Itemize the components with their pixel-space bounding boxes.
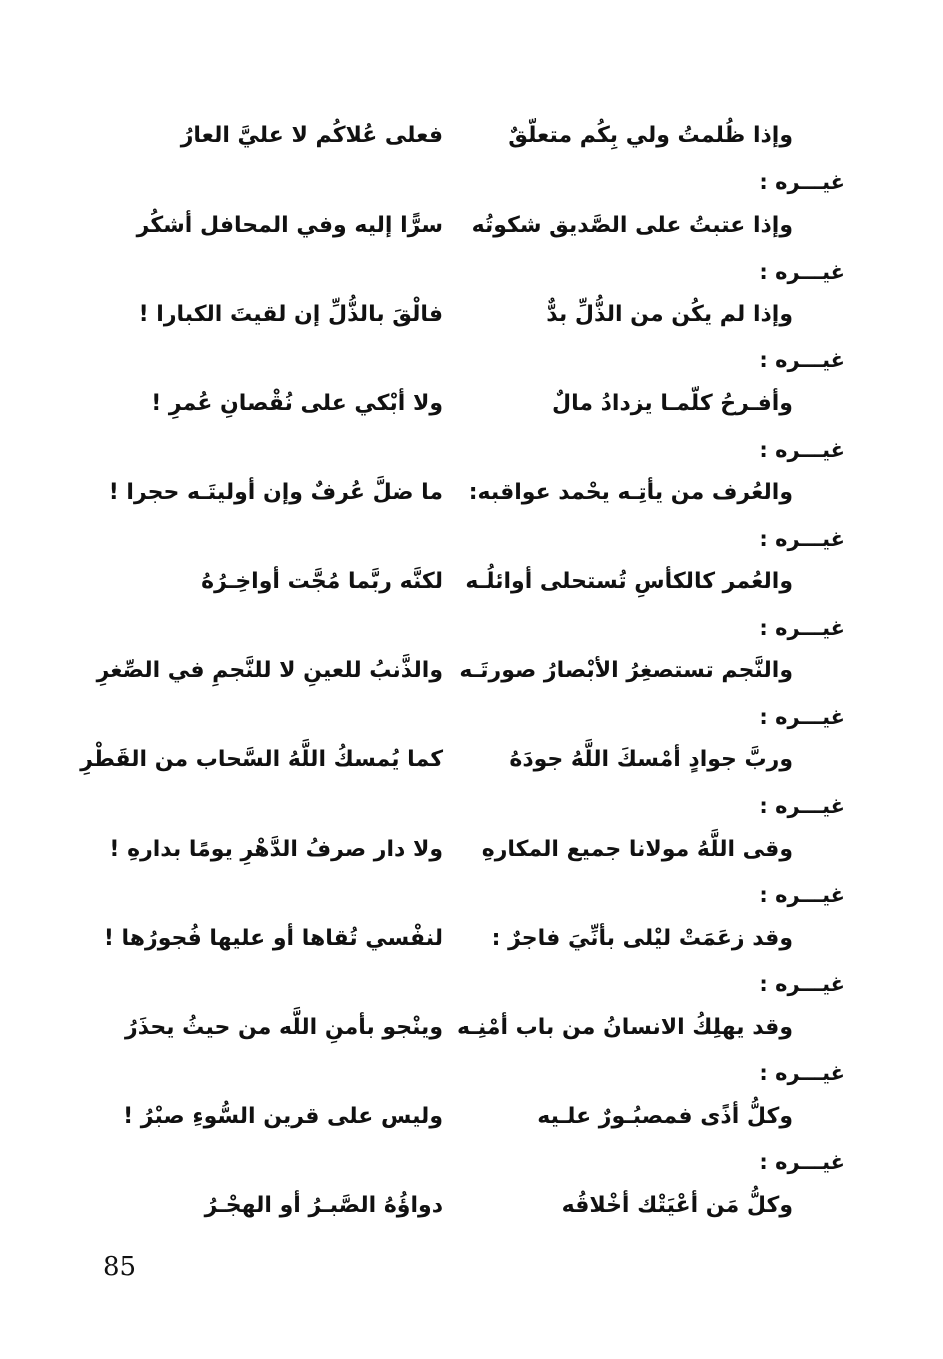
separator-label: غيـــره : [759,616,845,640]
first-hemistich: وإذا ظُلمتُ ولي بِكُم متعلّقٌ [508,123,793,148]
first-hemistich: وقد زعَمَتْ ليْلى بأنِّيَ فاجرٌ : [491,926,793,951]
separator-label: غيـــره : [759,527,845,551]
second-hemistich: فعلى عُلاكُم لا عليَّ العارُ [180,123,443,148]
second-hemistich: سرًّا إليه وفي المحافل أشكُر [136,213,443,238]
second-hemistich: فالْقَ بالذُّلِّ إن لقيتَ الكبارا ! [138,302,443,327]
verse-line [0,830,943,870]
separator-label: غيـــره : [759,794,845,818]
first-hemistich: والنَّجم تستصغِرُ الأبْصارُ صورتَـه [459,658,793,683]
first-hemistich: وقد يهلِكُ الانسانُ من باب أمْنِـه [457,1015,793,1040]
verse-line [0,919,943,959]
separator-label: غيـــره : [759,883,845,907]
verse-line [0,384,943,424]
first-hemistich: وإذا لم يكُن من الذُّلِّ بدٌّ [546,302,793,327]
verse-line [0,295,943,335]
verse-line [0,473,943,513]
first-hemistich: والعُرف من يأتِـه يحْمد عواقبه: [468,480,793,505]
first-hemistich: وربَّ جوادٍ أمْسكَ اللَّهُ جودَهُ [509,747,793,772]
page-number: 85 [103,1252,137,1282]
verse-line [0,740,943,780]
verse-line [0,651,943,691]
separator-label: غيـــره : [759,705,845,729]
second-hemistich: دواؤُهُ الصَّبـرُ أو الهجْـرُ [204,1193,443,1218]
verse-line [0,1008,943,1048]
verse-line [0,206,943,246]
separator-label: غيـــره : [759,1150,845,1174]
second-hemistich: ولا دار صرفُ الدَّهْرِ يومًا بدارهِ ! [109,837,443,862]
verse-line [0,1097,943,1137]
second-hemistich: وليس على قرين السُّوءِ صبْرُ ! [123,1104,443,1129]
second-hemistich: ما ضلَّ عُرفٌ وإن أوليتَـه حجرا ! [108,480,443,505]
verse-line [0,562,943,602]
separator-label: غيـــره : [759,1061,845,1085]
second-hemistich: ولا أبْكي على نُقْصانِ عُمرِ ! [151,391,443,416]
first-hemistich: وقى اللَّهُ مولانا جميع المكارهِ [481,837,793,862]
second-hemistich: كما يُمسكُ اللَّهُ السَّحاب من القَطْرِ [80,747,443,772]
separator-label: غيـــره : [759,260,845,284]
first-hemistich: وأفـرحُ كلّمـا يزدادُ مالٌ [551,391,793,416]
second-hemistich: لنفْسي تُقاها أو عليها فُجورُها ! [103,926,443,951]
separator-label: غيـــره : [759,170,845,194]
first-hemistich: وكلُّ مَن أعْيَتْك أخْلاقُه [561,1193,793,1218]
second-hemistich: وينْجو بأمنِ اللَّه من حيثُ يحذَرُ [125,1015,443,1040]
separator-label: غيـــره : [759,438,845,462]
first-hemistich: وإذا عتبتُ على الصَّديق شكوتُه [471,213,793,238]
separator-label: غيـــره : [759,348,845,372]
verse-line [0,1186,943,1226]
second-hemistich: والذَّنبُ للعينِ لا للنَّجمِ في الصِّغرِ [96,658,443,683]
verse-line [0,116,943,156]
first-hemistich: والعُمر كالكأسِ تُستحلى أوائلُـه [465,569,793,594]
second-hemistich: لكنَّه ربَّما مُجَّت أواخِـرُهُ [201,569,443,594]
first-hemistich: وكلُّ أذًى فمصبُـورٌ علـيه [537,1104,793,1129]
separator-label: غيـــره : [759,972,845,996]
